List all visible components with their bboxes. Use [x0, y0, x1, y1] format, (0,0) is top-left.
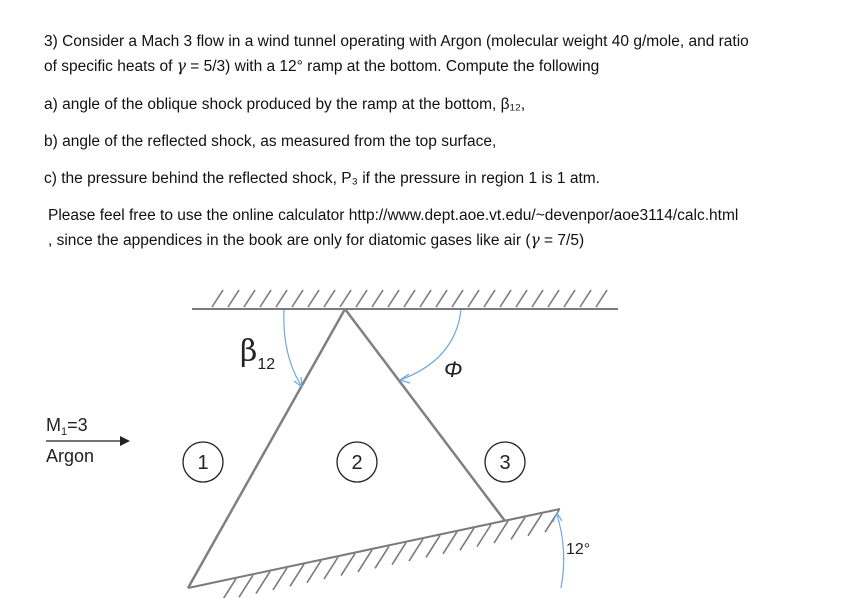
ramp-angle-label: 12°: [566, 541, 591, 558]
note-line-2-end: = 7/5): [539, 232, 585, 249]
ramp-hatch-line: [273, 568, 287, 590]
top-hatch-line: [308, 290, 319, 307]
mach-symbol: M: [46, 415, 61, 435]
top-wall-hatching: [212, 290, 607, 307]
top-hatch-line: [580, 290, 591, 307]
intro-line-2-end: = 5/3) with a 12° ramp at the bottom. Compute the following: [185, 58, 600, 75]
top-hatch-line: [532, 290, 543, 307]
top-hatch-line: [356, 290, 367, 307]
top-hatch-line: [468, 290, 479, 307]
intro-line-1: 3) Consider a Mach 3 flow in a wind tunnel operating with Argon (molecular weight 40 g/mole, and ratio: [44, 33, 749, 50]
top-hatch-line: [372, 290, 383, 307]
mach-value: =3: [67, 415, 88, 435]
top-hatch-line: [404, 290, 415, 307]
top-hatch-line: [516, 290, 527, 307]
top-hatch-line: [244, 290, 255, 307]
mach-subscript: 1: [61, 426, 68, 438]
top-hatch-line: [228, 290, 239, 307]
top-hatch-line: [452, 290, 463, 307]
item-c: c) the pressure behind the reflected shock, P₃ if the pressure in region 1 is 1 atm.: [44, 170, 600, 187]
ramp-hatch-line: [375, 546, 389, 568]
mach-label: [46, 415, 88, 438]
beta-symbol: β: [240, 334, 258, 369]
phi-label: Φ: [444, 357, 463, 382]
ramp-hatch-line: [494, 521, 508, 543]
ramp-hatch-line: [443, 532, 457, 554]
top-hatch-line: [564, 290, 575, 307]
ramp-hatch-line: [307, 561, 321, 583]
region-3-label: 3: [499, 452, 511, 474]
top-hatch-line: [340, 290, 351, 307]
ramp-hatch-line: [341, 554, 355, 576]
top-hatch-line: [388, 290, 399, 307]
top-hatch-line: [484, 290, 495, 307]
ramp-hatch-line: [426, 535, 440, 557]
top-hatch-line: [212, 290, 223, 307]
item-b: b) angle of the reflected shock, as measured from the top surface,: [44, 133, 497, 150]
reflected-shock: [345, 309, 505, 521]
top-hatch-line: [260, 290, 271, 307]
gamma-symbol: γ: [176, 57, 186, 75]
gas-label: Argon: [46, 446, 95, 466]
note-line-2-start: , since the appendices in the book are only for diatomic gases like air (: [48, 232, 531, 249]
ramp-hatch-line: [256, 572, 270, 594]
intro-line-2-start: of specific heats of: [44, 58, 177, 75]
top-hatch-line: [548, 290, 559, 307]
top-hatch-line: [292, 290, 303, 307]
ramp-hatch-line: [358, 550, 372, 572]
ramp-hatch-line: [409, 539, 423, 561]
ramp-hatch-line: [239, 575, 253, 597]
beta-angle-arc: [284, 310, 302, 387]
ramp-hatching: [222, 510, 559, 598]
ramp-hatch-line: [460, 528, 474, 550]
ramp-angle-arc: [557, 515, 564, 588]
region-2-label: 2: [351, 452, 363, 474]
beta-arrowhead: [294, 377, 302, 387]
note-line-1: Please feel free to use the online calculator http://www.dept.aoe.vt.edu/~devenpor/aoe3114/calc.html: [48, 207, 739, 224]
top-hatch-line: [276, 290, 287, 307]
top-hatch-line: [420, 290, 431, 307]
top-hatch-line: [436, 290, 447, 307]
beta-subscript: 12: [257, 356, 276, 373]
ramp-hatch-line: [511, 517, 525, 539]
ramp-hatch-line: [392, 543, 406, 565]
region-1-label: 1: [197, 452, 209, 474]
beta-label: [240, 334, 275, 373]
gamma-symbol-2: γ: [530, 231, 540, 249]
ramp-hatch-line: [528, 514, 542, 536]
ramp-hatch-line: [324, 557, 338, 579]
item-a: a) angle of the oblique shock produced by the ramp at the bottom, β₁₂,: [44, 96, 526, 113]
top-hatch-line: [324, 290, 335, 307]
top-hatch-line: [500, 290, 511, 307]
top-hatch-line: [596, 290, 607, 307]
flow-arrowhead: [120, 436, 130, 446]
ramp-hatch-line: [290, 564, 304, 586]
ramp-hatch-line: [477, 525, 491, 547]
